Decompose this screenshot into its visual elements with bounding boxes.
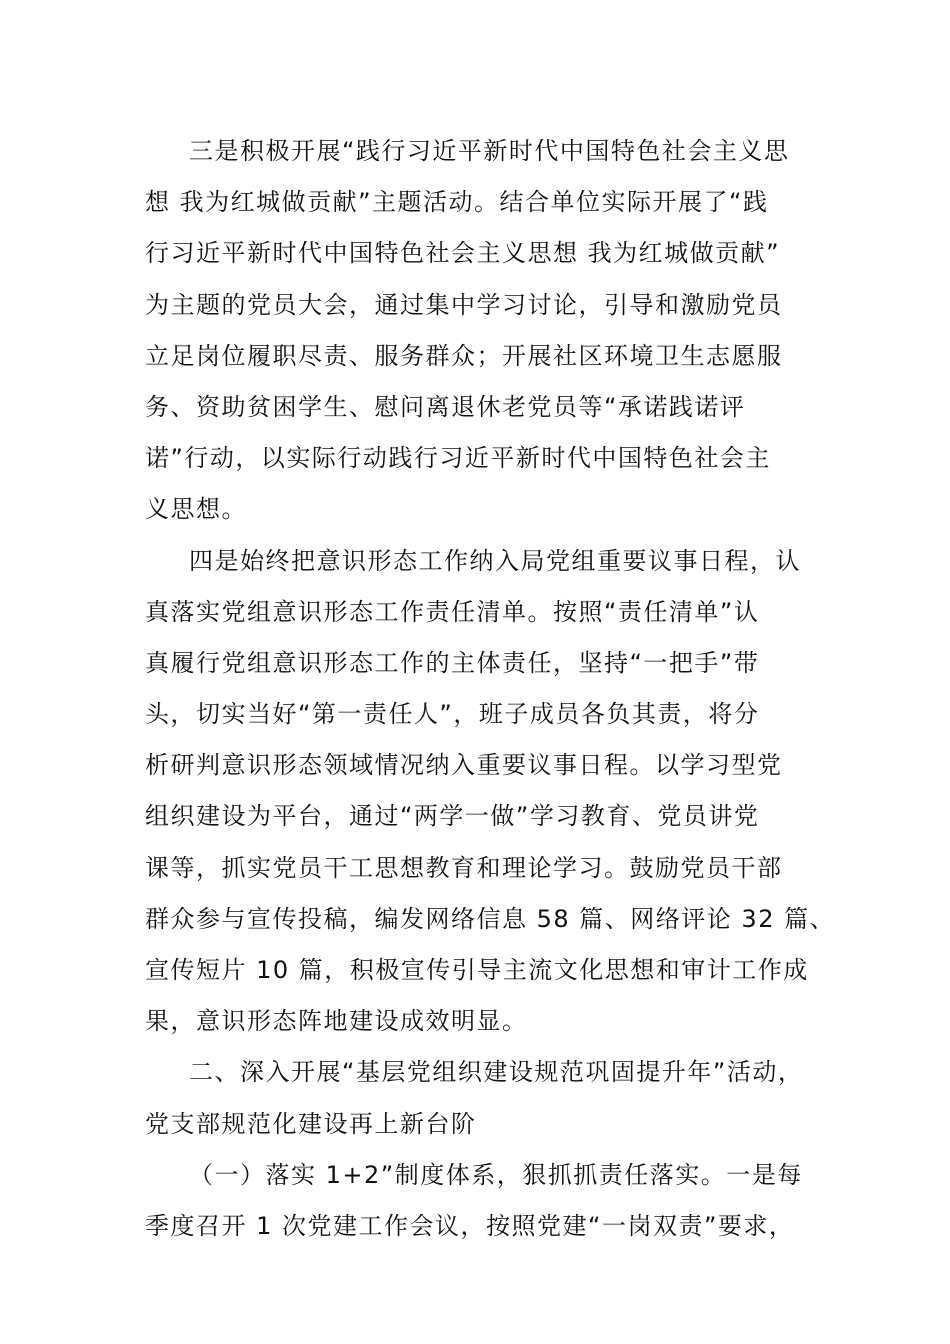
text-line: 季度召开 1 次党建工作会议，按照党建“一岗双责”要求， <box>145 1211 795 1240</box>
text-line: 真落实党组意识形态工作责任清单。按照“责任清单”认 <box>145 597 760 626</box>
text-line: 党支部规范化建设再上新台阶 <box>145 1109 477 1138</box>
text-line: 群众参与宣传投稿，编发网络信息 58 篇、网络评论 32 篇、 <box>145 904 836 933</box>
text-line: 行习近平新时代中国特色社会主义思想 我为红城做贡献” <box>145 239 781 268</box>
section-heading-party-organization <box>145 1047 827 1149</box>
text-line: 立足岗位履职尽责、服务群众；开展社区环境卫生志愿服 <box>145 341 783 370</box>
text-line: 务、资助贫困学生、慰问离退休老党员等“承诺践诺评 <box>145 392 746 421</box>
text-line: 课等，抓实党员干工思想教育和理论学习。鼓励党员干部 <box>145 853 783 882</box>
text-line: 宣传短片 10 篇，积极宣传引导主流文化思想和审计工作成 <box>145 956 809 984</box>
text-line: 想 我为红城做贡献”主题活动。结合单位实际开展了“践 <box>145 188 769 217</box>
text-line: 三是积极开展“践行习近平新时代中国特色社会主义思 <box>189 137 790 165</box>
text-line: 为主题的党员大会，通过集中学习讨论，引导和激励党员 <box>145 290 783 319</box>
paragraph-practice-theme-activity <box>145 126 827 536</box>
text-line: 四是始终把意识形态工作纳入局党组重要议事日程，认 <box>189 546 801 575</box>
text-line: 头，切实当好“第一责任人”，班子成员各负其责，将分 <box>145 700 760 729</box>
document-body <box>145 126 836 1252</box>
text-line: 义思想。 <box>145 495 247 524</box>
text-line: 析研判意识形态领域情况纳入重要议事日程。以学习型党 <box>145 751 783 780</box>
text-line: 诺”行动，以实际行动践行习近平新时代中国特色社会主 <box>145 444 771 473</box>
paragraph-system-implementation <box>145 1150 827 1252</box>
text-line: 真履行党组意识形态工作的主体责任，坚持“一把手”带 <box>145 648 760 677</box>
text-line: 果，意识形态阵地建设成效明显。 <box>145 1007 528 1036</box>
text-line: 二、深入开展“基层党组织建设规范巩固提升年”活动， <box>189 1058 804 1087</box>
paragraph-ideology-work <box>145 536 836 1048</box>
text-line: （一）落实 1+2”制度体系，狠抓抓责任落实。一是每 <box>189 1160 803 1189</box>
text-line: 组织建设为平台，通过“两学一做”学习教育、党员讲党 <box>145 802 760 831</box>
